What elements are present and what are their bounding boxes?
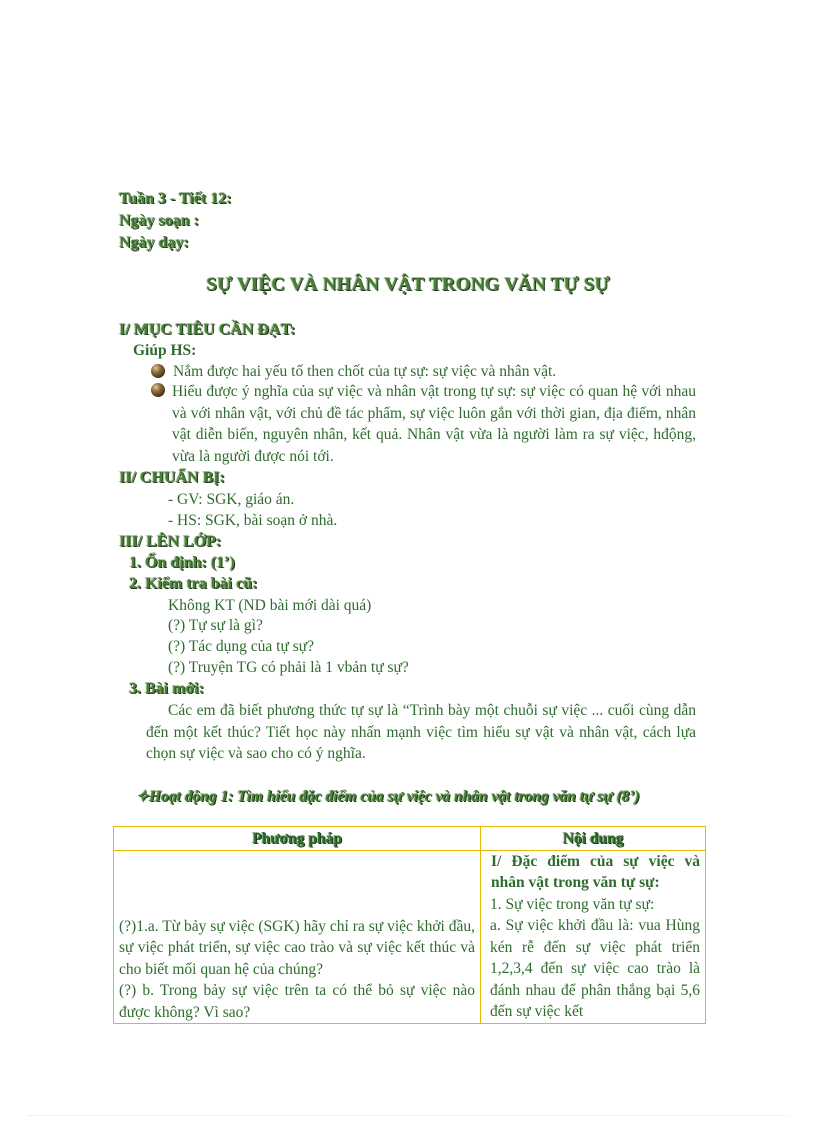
review-item-2: (?) Tự sự là gì? bbox=[168, 617, 263, 634]
content-heading: I/ Đặc điểm của sự việc và nhân vật trong văn tự sự: bbox=[491, 852, 700, 891]
step-1: 1. Ổn định: (1’) bbox=[129, 554, 235, 571]
section1-sub: Giúp HS: bbox=[133, 342, 197, 359]
teach-date: Ngày dạy: bbox=[119, 234, 189, 251]
page-bottom-divider bbox=[28, 1115, 788, 1116]
review-item-4: (?) Truyện TG có phải là 1 vbản tự sự? bbox=[168, 659, 409, 676]
question-1a: (?)1.a. Từ bảy sự việc (SGK) hãy chỉ ra sự việc khởi đầu, sự việc phát triển, sự việc cao trào và sự việc kết thúc và cho biết mối quan hệ của chúng? bbox=[119, 917, 475, 978]
objective-2: Hiểu được ý nghĩa của sự việc và nhân vật trong tự sự: sự việc có quan hệ với nhau và với nhân vật, với chủ đề tác phẩm, sự việc luôn gắn với thời gian, địa điểm, nhân vật diễn biến, nguyên nhân, kết quả. Nhân vật vừa là người làm ra sự việc, hđộng, vừa là người được nói tới. bbox=[172, 383, 696, 465]
prep-student: - HS: SGK, bài soạn ở nhà. bbox=[168, 512, 338, 529]
table-row bbox=[114, 850, 706, 1024]
prep-date: Ngày soạn : bbox=[119, 212, 200, 229]
col-header-content: Nội dung bbox=[481, 827, 706, 851]
prep-teacher: - GV: SGK, giáo án. bbox=[168, 491, 295, 508]
lesson-title: SỰ VIỆC VÀ NHÂN VẬT TRONG VĂN TỰ SỰ bbox=[206, 274, 610, 295]
section1-heading: I/ MỤC TIÊU CẦN ĐẠT: bbox=[119, 321, 296, 338]
content-cell bbox=[481, 850, 706, 1024]
section2-heading: II/ CHUẨN BỊ: bbox=[119, 469, 225, 486]
lesson-intro: Các em đã biết phương thức tự sự là “Trình bày một chuỗi sự việc ... cuối cùng dẫn đến một kết thúc? Tiết học này nhấn mạnh việc tìm hiểu sự vật và nhân vật, cách lựa chọn sự việc và sao cho có ý nghĩa. bbox=[146, 702, 696, 762]
review-item-1: Không KT (ND bài mới dài quá) bbox=[168, 597, 372, 614]
method-cell bbox=[114, 850, 481, 1024]
content-text: a. Sự việc khởi đầu là: vua Hùng kén rễ đến sự việc phát triển 1,2,3,4 đến sự việc cao trào là đánh nhau để phân thắng bại 5,6 đến sự việc kết bbox=[490, 917, 700, 1020]
step-2: 2. Kiểm tra bài cũ: bbox=[129, 575, 258, 592]
objective-1: Nắm được hai yếu tố then chốt của tự sự: sự việc và nhân vật. bbox=[173, 363, 557, 380]
content-subheading: 1. Sự việc trong văn tự sự: bbox=[490, 895, 655, 913]
step-3: 3. Bài mới: bbox=[129, 680, 205, 697]
table-header-row bbox=[114, 827, 706, 851]
bullet-icon bbox=[151, 364, 165, 378]
col-header-method: Phương pháp bbox=[114, 827, 481, 851]
question-1b: (?) b. Trong bảy sự việc trên ta có thể bỏ sự việc nào được không? Vì sao? bbox=[119, 982, 475, 1021]
activity-table bbox=[113, 826, 706, 1024]
activity-heading: ✧Hoạt động 1: Tìm hiểu đặc điểm của sự việc và nhân vật trong văn tự sự (8’) bbox=[136, 788, 640, 805]
week-lesson: Tuần 3 - Tiết 12: bbox=[119, 190, 232, 207]
review-item-3: (?) Tác dụng của tự sự? bbox=[168, 638, 315, 655]
section3-heading: III/ LÊN LỚP: bbox=[119, 533, 222, 550]
bullet-icon bbox=[151, 383, 165, 397]
